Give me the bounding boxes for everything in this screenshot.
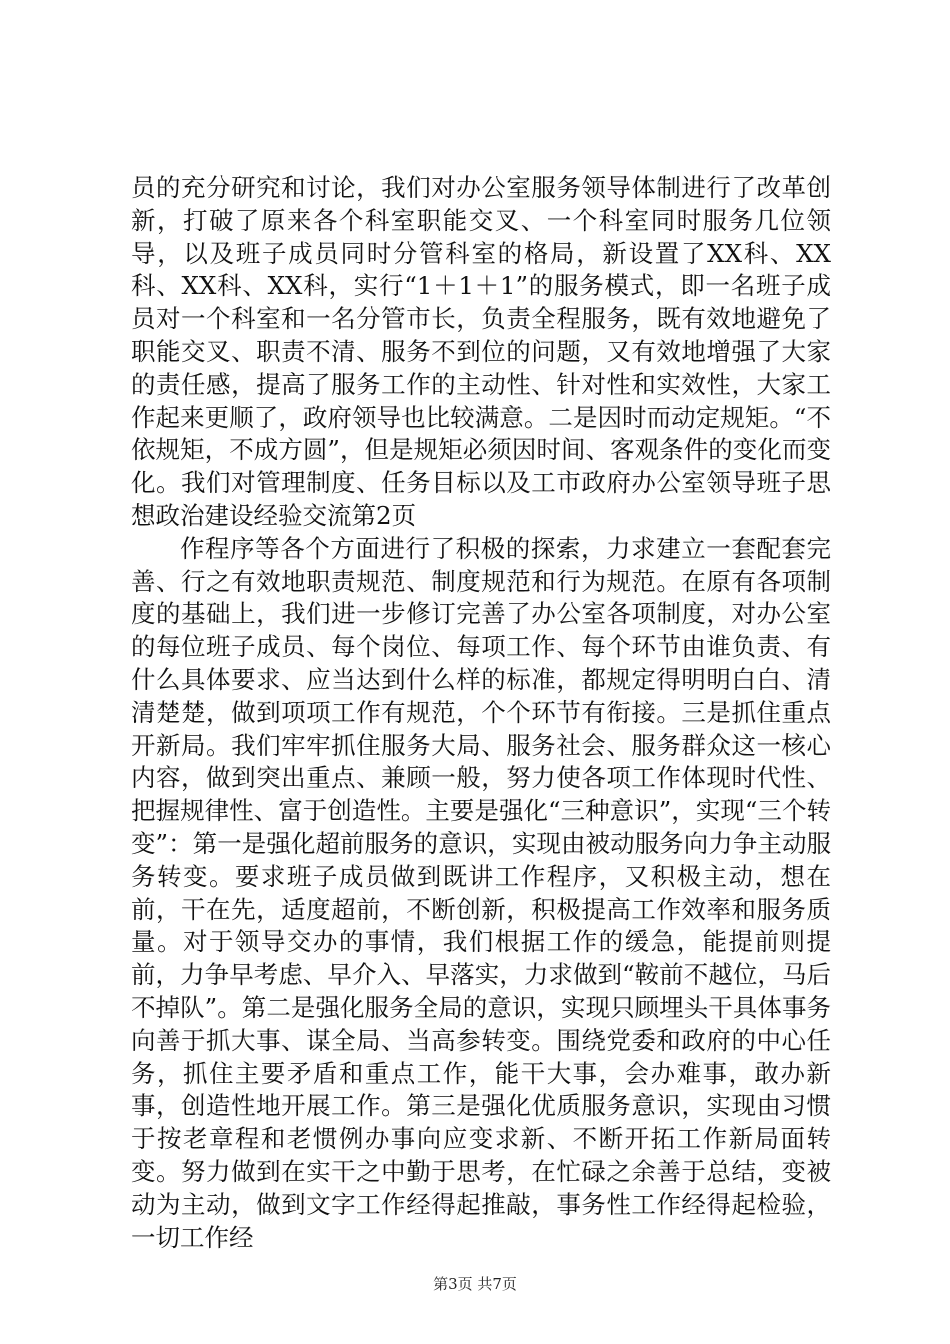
page-footer: 第3页 共7页 [433, 1275, 517, 1293]
document-body [131, 172, 831, 1254]
paragraph-2: 作程序等各个方面进行了积极的探索，力求建立一套配套完善、行之有效地职责规范、制度规范和行为规范。在原有各项制度的基础上，我们进一步修订完善了办公室各项制度，对办公室的每位班子成员、每个岗位、每项工作、每个环节由谁负责、有什么具体要求、应当达到什么样的标准，都规定得明明白白、清清楚楚，做到项项工作有规范，个个环节有衔接。三是抓住重点开新局。我们牢牢抓住服务大局、服务社会、服务群众这一核心内容，做到突出重点、兼顾一般，努力使各项工作体现时代性、把握规律性、富于创造性。主要是强化“三种意识”，实现“三个转变”：第一是强化超前服务的意识，实现由被动服务向力争主动服务转变。要求班子成员做到既讲工作程序，又积极主动，想在前，干在先，适度超前，不断创新，积极提高工作效率和服务质量。对于领导交办的事情，我们根据工作的缓急，能提前则提前，力争早考虑、早介入、早落实，力求做到“鞍前不越位，马后不掉队”。第二是强化服务全局的意识，实现只顾埋头干具体事务向善于抓大事、谋全局、当高参转变。围绕党委和政府的中心任务，抓住主要矛盾和重点工作，能干大事，会办难事，敢办新事，创造性地开展工作。第三是强化优质服务意识，实现由习惯于按老章程和老惯例办事向应变求新、不断开拓工作新局面转变。努力做到在实干之中勤于思考，在忙碌之余善于总结，变被动为主动，做到文字工作经得起推敲，事务性工作经得起检验，一切工作经 [131, 533, 831, 1252]
paragraph-1: 员的充分研究和讨论，我们对办公室服务领导体制进行了改革创新，打破了原来各个科室职能交叉、一个科室同时服务几位领导，以及班子成员同时分管科室的格局，新设置了XX科、XX科、XX科、XX科，实行“1＋1＋1”的服务模式，即一名班子成员对一个科室和一名分管市长，负责全程服务，既有效地避免了职能交叉、职责不清、服务不到位的问题，又有效地增强了大家的责任感，提高了服务工作的主动性、针对性和实效性，大家工作起来更顺了，政府领导也比较满意。二是因时而动定规矩。“不依规矩，不成方圆”，但是规矩必须因时间、客观条件的变化而变化。我们对管理制度、任务目标以及工市政府办公室领导班子思想政治建设经验交流第2页 [131, 173, 831, 530]
